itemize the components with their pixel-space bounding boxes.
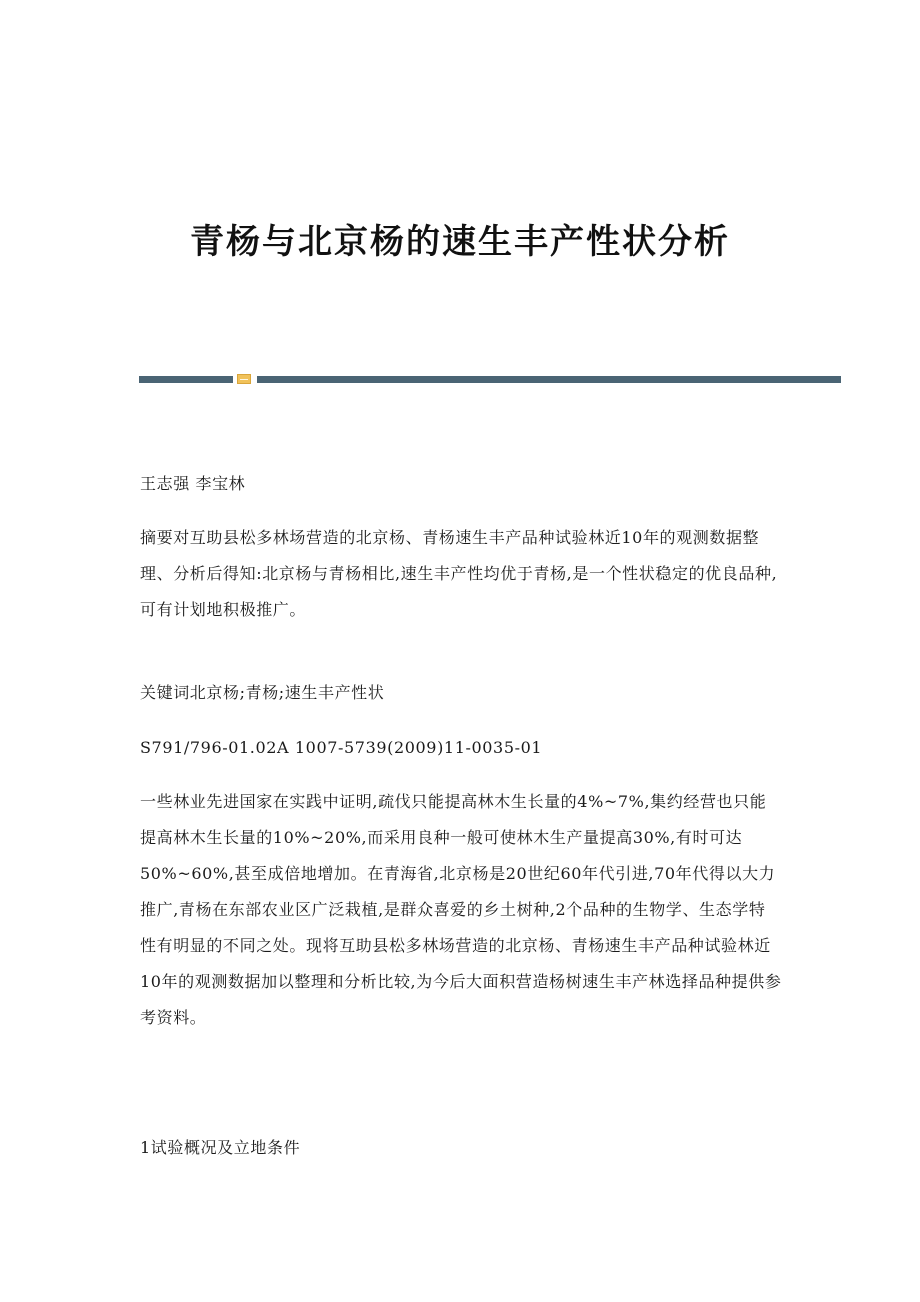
classification-codes: S791/796-01.02A 1007-5739(2009)11-0035-01 <box>140 738 543 757</box>
divider-right-bar <box>257 376 841 383</box>
divider-marker-icon <box>237 374 251 384</box>
title-divider <box>139 374 841 384</box>
keywords: 关键词北京杨;青杨;速生丰产性状 <box>140 683 385 702</box>
authors: 王志强 李宝林 <box>140 474 246 493</box>
intro-paragraph: 一些林业先进国家在实践中证明,疏伐只能提高林木生长量的4%~7%,集约经营也只能提高林木生长量的10%~20%,而采用良种一般可使林木生产量提高30%,有时可达50%~60%,甚至成倍地增加。在青海省,北京杨是20世纪60年代引进,70年代得以大力推广,青杨在东部农业区广泛栽植,是群众喜爱的乡土树种,2个品种的生物学、生态学特性有明显的不同之处。现将互助县松多林场营造的北京杨、青杨速生丰产品种试验林近10年的观测数据加以整理和分析比较,为今后大面积营造杨树速生丰产林选择品种提供参考资料。 <box>140 792 782 1027</box>
section-heading: 1试验概况及立地条件 <box>140 1138 301 1157</box>
page-title: 青杨与北京杨的速生丰产性状分析 <box>190 222 730 262</box>
abstract: 摘要对互助县松多林场营造的北京杨、青杨速生丰产品种试验林近10年的观测数据整理、分析后得知:北京杨与青杨相比,速生丰产性均优于青杨,是一个性状稳定的优良品种,可有计划地积极推广。 <box>140 528 778 619</box>
divider-left-bar <box>139 376 233 383</box>
